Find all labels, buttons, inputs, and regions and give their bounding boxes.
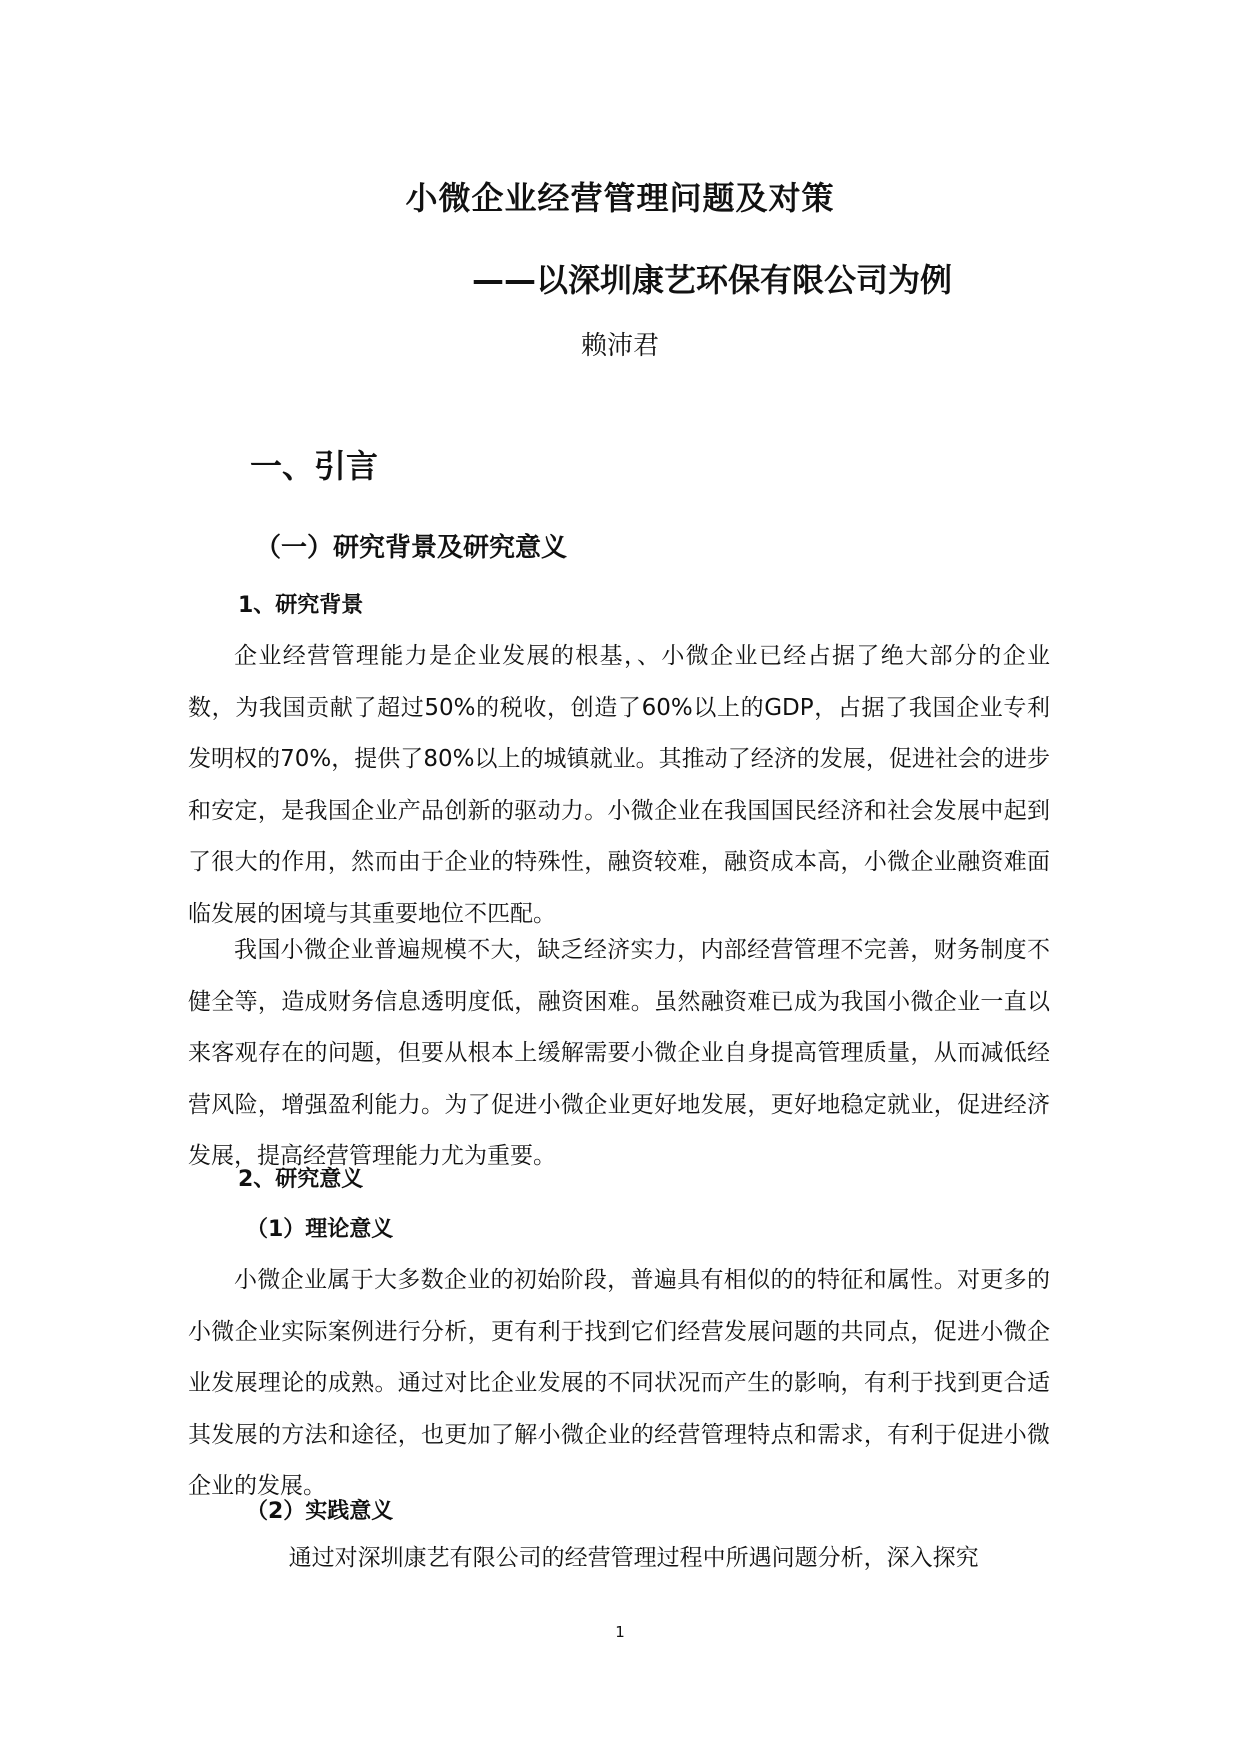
- section-heading-introduction: 一、引言: [250, 447, 379, 485]
- paragraph-practical-significance: 通过对深圳康艺有限公司的经营管理过程中所遇问题分析，深入探究: [288, 1545, 979, 1571]
- heading-theoretical-significance: （1）理论意义: [246, 1217, 394, 1242]
- heading-practical-significance: （2）实践意义: [246, 1499, 394, 1524]
- paper-subtitle: ——以深圳康艺环保有限公司为例: [472, 261, 953, 299]
- paragraph-background-1: 企业经营管理能力是企业发展的根基，、小微企业已经占据了绝大部分的企业数，为我国贡献了超过50%的税收，创造了60%以上的GDP，占据了我国企业专利发明权的70%，提供了80%以上的城镇就业。其推动了经济的发展，促进社会的进步和安定，是我国企业产品创新的驱动力。小微企业在我国国民经济和社会发展中起到了很大的作用，然而由于企业的特殊性，融资较难，融资成本高，小微企业融资难面临发展的困境与其重要地位不匹配。: [188, 643, 1050, 927]
- paper-title: 小微企业经营管理问题及对策: [405, 179, 835, 217]
- heading-research-significance: 2、研究意义: [238, 1167, 364, 1192]
- page-number: 1: [615, 1623, 625, 1641]
- paragraph-background-2: 我国小微企业普遍规模不大，缺乏经济实力，内部经营管理不完善，财务制度不健全等，造成财务信息透明度低，融资困难。虽然融资难已成为我国小微企业一直以来客观存在的问题，但要从根本上缓解需要小微企业自身提高管理质量，从而减低经营风险，增强盈利能力。为了促进小微企业更好地发展，更好地稳定就业，促进经济发展，提高经营管理能力尤为重要。: [188, 937, 1050, 1170]
- author-name: 赖沛君: [580, 331, 659, 361]
- heading-research-background: 1、研究背景: [238, 593, 364, 618]
- subsection-heading-background-significance: （一）研究背景及研究意义: [255, 533, 568, 563]
- paragraph-theoretical-significance: 小微企业属于大多数企业的初始阶段，普遍具有相似的的特征和属性。对更多的小微企业实际案例进行分析，更有利于找到它们经营发展问题的共同点，促进小微企业发展理论的成熟。通过对比企业发展的不同状况而产生的影响，有利于找到更合适其发展的方法和途径，也更加了解小微企业的经营管理特点和需求，有利于促进小微企业的发展。: [188, 1267, 1050, 1500]
